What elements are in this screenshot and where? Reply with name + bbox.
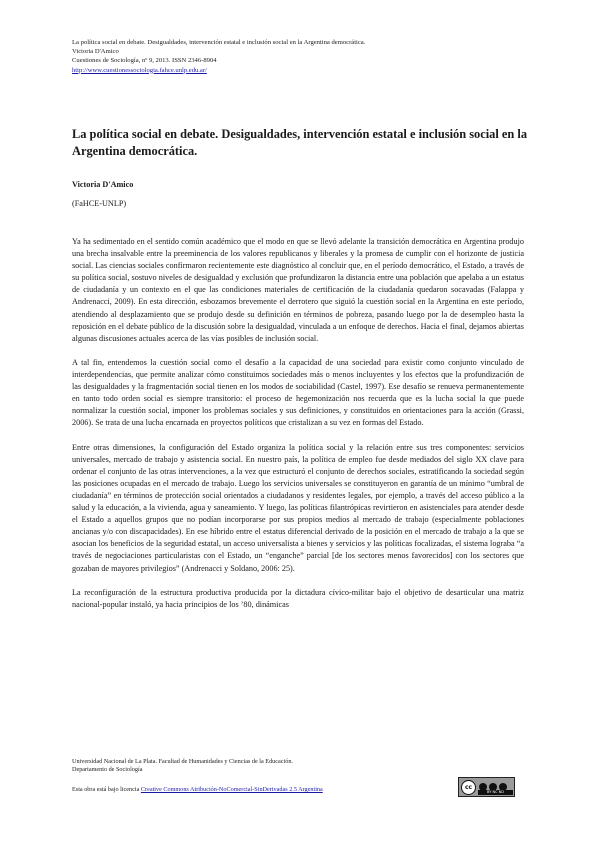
article-title: La política social en debate. Desigualdades, intervención estatal e inclusión social en la Argentina democrática. (72, 127, 528, 158)
footer-institution: Universidad Nacional de La Plata. Facultad de Humanidades y Ciencias de la Educación. (72, 758, 293, 765)
header-journal: Cuestiones de Sociología, nº 9, 2013. ISSN 2346-8904 (72, 57, 217, 65)
cc-band-label: BY NC ND (478, 790, 513, 795)
paragraph: Ya ha sedimentado en el sentido común académico que el modo en que se llevó adelante la transición democrática en Argentina produjo una brecha insalvable entre la preeminencia de los valores republicanos y liberales y la promesa de cumplir con el horizonte de justicia social. Las ciencias sociales confirmaron recientemente este diagnóstico al concluir que, en el período democrático, el Estado, a través de su política social, sostuvo niveles de desigualdad y exclusión que profundizaron la distancia entre una población que apelaba a un estatus de ciudadanía y un contexto en el que las condiciones materiales de certificación de la ciudadanía quedaron socavadas (Falappa y Andrenacci, 2009). En esta dirección, esbozamos brevemente el derrotero que siguió la cuestión social en la Argentina en este período, atendiendo al desplazamiento que se produjo desde su definición en términos de pobreza, pasando luego por la de desempleo hasta la reposición en el debate público de la discusión sobre la desigualdad, vinculada a un enfoque de derechos. Hacia el final, dejamos abiertas algunas discusiones actuales acerca de las vías posibles de inclusión social. (72, 237, 524, 343)
journal-url-link[interactable]: http://www.cuestionessociologia.fahce.unlp.edu.ar/ (72, 66, 207, 74)
license-link[interactable]: Creative Commons Atribución-NoComercial-SinDerivadas 2.5 Argentina (140, 786, 323, 793)
running-header (72, 38, 532, 75)
author-affiliation: (FaHCE-UNLP) (72, 199, 127, 208)
paragraph: La reconfiguración de la estructura productiva producida por la dictadura cívico-militar bajo el objetivo de desarticular una matriz nacional-popular instaló, ya hacia principios de los ’80, dinámicas (72, 587, 524, 609)
article-body (72, 236, 524, 623)
license-notice (72, 786, 323, 793)
header-article-title: La política social en debate. Desigualdades, intervención estatal e inclusión social en la Argentina democrática. (72, 39, 366, 46)
creative-commons-icon[interactable] (458, 777, 515, 797)
footer-department: Departamento de Sociología (72, 766, 143, 774)
paragraph: A tal fin, entendemos la cuestión social como el desafío a la capacidad de una sociedad para existir como conjunto vinculado de interdependencias, que permite analizar cómo constituimos sociedades más o menos incluyentes y los efectos que la profundización de las desigualdades y la fragmentación social tienen en los modos de sociabilidad (Castel, 1997). Ese desafío se renueva permanentemente en tanto todo orden social es siempre transitorio: el proceso de hegemonización nos recuerda que es la lucha social la que puede normalizar la cuestión social, imponer los problemas sociales y sus definiciones, y constituidos en orientaciones para la acción (Grassi, 2006). Se trata de una lucha encarnada en proyectos políticos que cristalizan a su vez en formas del Estado. (72, 357, 524, 428)
license-prefix: Esta obra está bajo licencia (72, 786, 141, 793)
header-author: Victoria D'Amico (72, 48, 119, 56)
cc-circle-icon: cc (461, 780, 476, 795)
page-footer (72, 758, 293, 775)
paragraph: Entre otras dimensiones, la configuración del Estado organiza la política social y la relación entre sus tres componentes: servicios universales, mercado de trabajo y asistencia social. En nuestro país, la política de empleo fue desde mediados del siglo XX clave para ordenar el conjunto de las otras intervenciones, a la vez que estructuró el conjunto de derechos sociales, estratificando la sociedad según las posiciones ocupadas en el mercado de trabajo. Luego los servicios universales se constituyeron en garantía de un mínimo “umbral de ciudadanía” en términos de protección social orientados a ciudadanos y residentes legales, por ejemplo, a través del acceso público a la salud y la educación, a la vivienda, agua y saneamiento. Y luego, las políticas filantrópicas revirtieron en asistenciales para atender desde el Estado a aquellos grupos que no podían incorporarse por sus propios medios al mercado de trabajo (especialmente poblaciones ancianas y/o con discapacidades). En ese híbrido entre el estatus diferencial derivado de la posición en el mercado de trabajo a la que se asocian los beneficios de la seguridad estatal, un acceso universalista a bienes y servicios y las políticas focalizadas, el sistema lograba “a través de negociaciones particularistas con el Estado, un “enganche” parcial [de los sectores menos favorecidos] con los sectores que gozaban de mayores privilegios” (Andrenacci y Soldano, 2006: 25). (72, 442, 524, 573)
author-name: Victoria D'Amico (72, 180, 134, 189)
